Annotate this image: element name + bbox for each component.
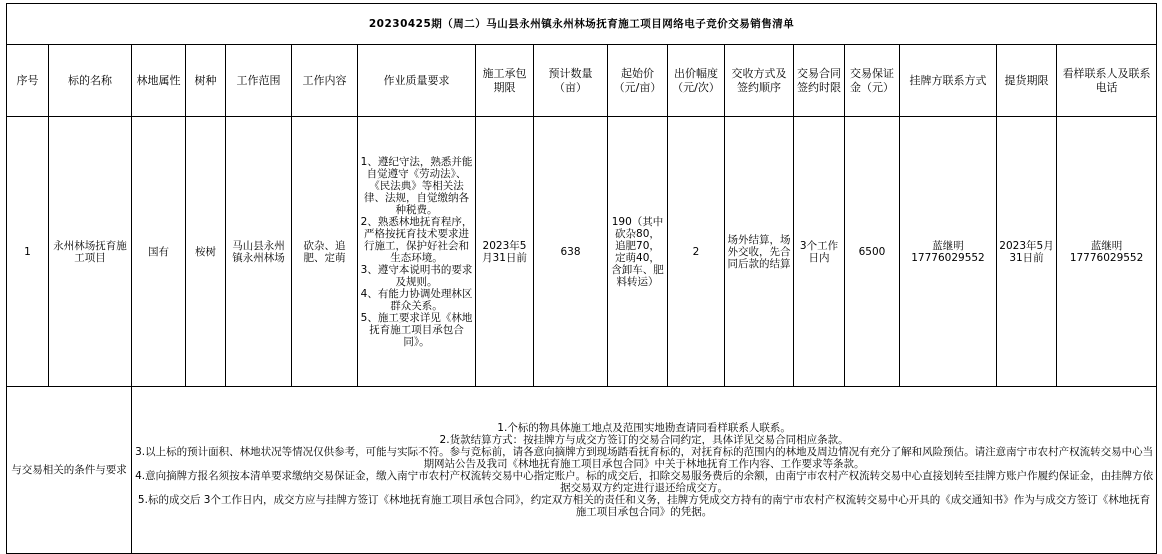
header-cell-sign-limit: 交易合同签约时限 [794, 45, 845, 117]
requirement-item: 5、施工要求详见《林地抚育施工项目承包合同》。 [360, 311, 473, 348]
header-cell-seq: 序号 [7, 45, 49, 117]
header-cell-tree: 树种 [186, 45, 226, 117]
requirement-item: 1、遵纪守法，熟悉并能自觉遵守《劳动法》、《民法典》等相关法律、法规，自觉缴纳各种税费。 [360, 155, 473, 216]
condition-item: 3.以上标的预计面积、林地状况等情况仅供参考，可能与实际不符。参与竞标前，请各意向摘牌方到现场踏看抚育标的，对抚育标的范围内的林地及周边情况有充分了解和风险预估。请注意南宁市农村产权流转交易中心当期网站公告及我司《林地抚育施工项目承包合同》中关于林地抚育工作内容、工作要求等条款。 [135, 446, 1154, 470]
header-cell-requirements: 作业质量要求 [358, 45, 476, 117]
condition-item: 5.标的成交后 3个工作日内，成交方应与挂牌方签订《林地抚育施工项目承包合同》，约定双方相关的责任和义务，挂牌方凭成交方持有的南宁市农村产权流转交易中心开具的《成交通知书》作为与成交方签订《林地抚育施工项目承包合同》的凭据。 [137, 494, 1151, 518]
header-cell-pickup: 提货期限 [997, 45, 1057, 117]
condition-item: 4.意向摘牌方报名须按本清单要求缴纳交易保证金，缴入南宁市农村产权流转交易中心指定账户。标的成交后，扣除交易服务费后的余额，由南宁市农村产权流转交易中心直接划转至挂牌方账户作履约保证金，由挂牌方依据交易双方约定进行退还给成交方。 [135, 470, 1154, 494]
requirement-item: 4、有能力协调处理林区群众关系。 [360, 287, 473, 312]
contact-phone: 17776029552 [911, 251, 985, 264]
header-cell-name: 标的名称 [49, 45, 132, 117]
contact-name: 蓝继明 [932, 239, 964, 252]
header-cell-viewer: 看样联系人及联系电话 [1057, 45, 1157, 117]
header-cell-increment: 出价幅度（元/次） [668, 45, 725, 117]
header-row [7, 45, 1157, 117]
cell-contact [900, 117, 997, 387]
cell-quantity: 638 [534, 117, 608, 387]
cell-tree: 桉树 [186, 117, 226, 387]
page-title: 20230425期（周二）马山县永州镇永州林场抚育施工项目网络电子竞价交易销售清单 [7, 4, 1157, 45]
viewer-phone: 17776029552 [1069, 251, 1144, 264]
header-cell-start-price: 起始价（元/亩） [608, 45, 668, 117]
header-cell-land: 林地属性 [132, 45, 186, 117]
cell-viewer [1057, 117, 1157, 387]
condition-item: 2.货款结算方式：按挂牌方与成交方签订的交易合同约定，具体详见交易合同相应条款。 [439, 434, 849, 446]
header-cell-content: 工作内容 [292, 45, 358, 117]
header-cell-period: 施工承包期限 [476, 45, 534, 117]
cell-pickup: 2023年5月31日前 [997, 117, 1057, 387]
cell-increment: 2 [668, 117, 725, 387]
requirement-item: 2、熟悉林地抚育程序，严格按抚育技术要求进行施工，保护好社会和生态环境。 [360, 215, 473, 264]
header-cell-scope: 工作范围 [226, 45, 292, 117]
cell-sign-limit: 3个工作日内 [794, 117, 845, 387]
conditions-row [7, 387, 1157, 554]
cell-delivery: 场外结算，场外交收，先合同后款的结算 [725, 117, 794, 387]
conditions-label: 与交易相关的条件与要求 [7, 387, 132, 554]
cell-seq: 1 [7, 117, 49, 387]
sales-list-table [6, 3, 1157, 554]
cell-requirements [358, 117, 476, 387]
cell-deposit: 6500 [845, 117, 900, 387]
cell-land: 国有 [132, 117, 186, 387]
cell-start-price: 190（其中砍杂80，追肥70，定萌40，含卸车、肥料转运） [608, 117, 668, 387]
cell-content: 砍杂、追肥、定萌 [292, 117, 358, 387]
header-cell-deposit: 交易保证金（元） [845, 45, 900, 117]
cell-period: 2023年5月31日前 [476, 117, 534, 387]
conditions-notes [132, 387, 1157, 554]
condition-item: 1.个标的物具体施工地点及范围实地勘查请同看样联系人联系。 [497, 422, 791, 434]
cell-name: 永州林场抚育施工项目 [49, 117, 132, 387]
cell-scope: 马山县永州镇永州林场 [226, 117, 292, 387]
requirement-item: 3、遵守本说明书的要求及规则。 [360, 263, 473, 288]
header-cell-delivery: 交收方式及签约顺序 [725, 45, 794, 117]
viewer-name: 蓝继明 [1090, 239, 1123, 252]
header-cell-quantity: 预计数量（亩） [534, 45, 608, 117]
table-row [7, 117, 1157, 387]
header-cell-contact: 挂牌方联系方式 [900, 45, 997, 117]
